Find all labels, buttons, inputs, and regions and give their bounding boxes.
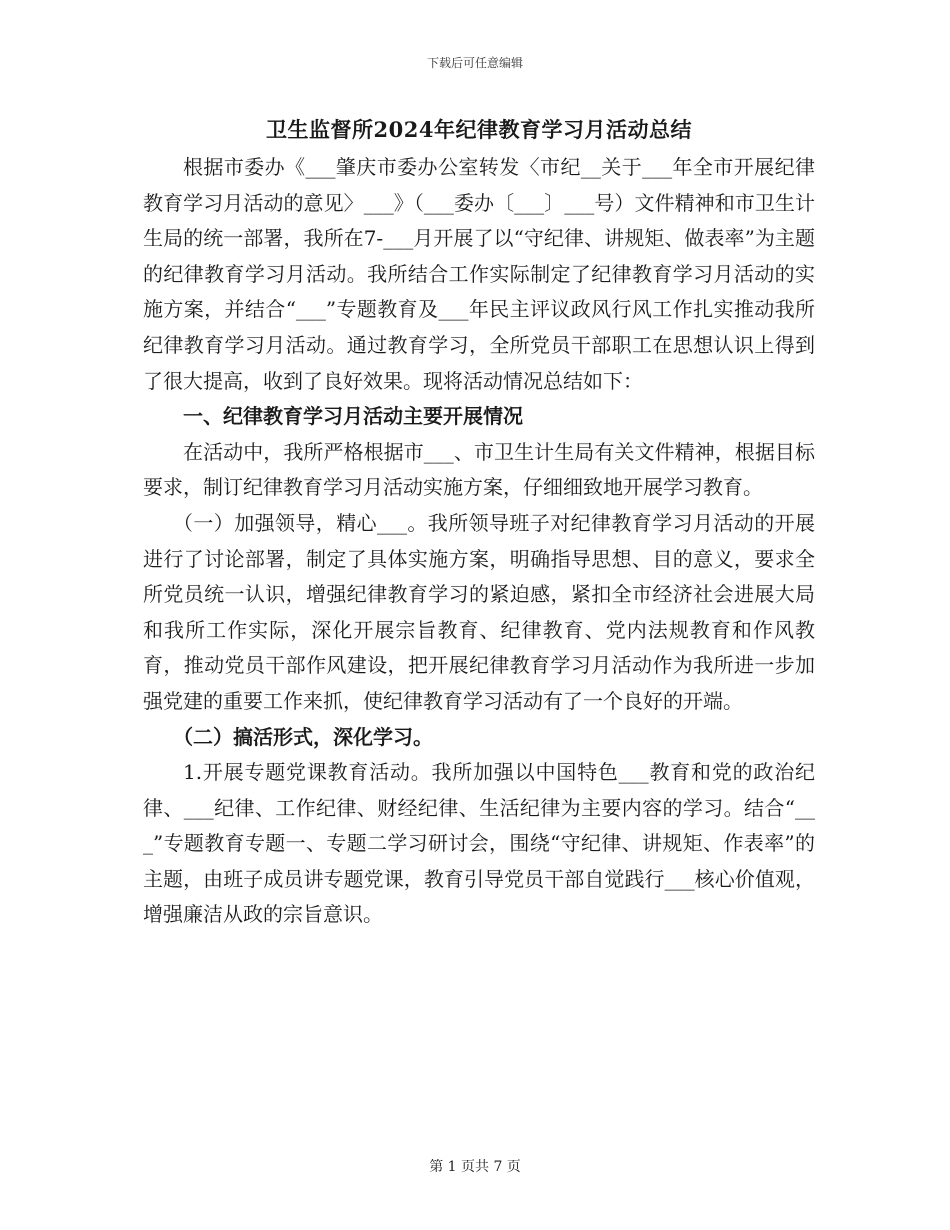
header-note: 下载后可任意编辑 xyxy=(426,56,523,70)
intro-paragraph: 根据市委办《___肇庆市委办公室转发〈市纪__关于___年全市开展纪律教育学习月活动的意见〉___》（___委办〔___〕___号）文件精神和市卫生计生局的统一部署，我所在7-___月开展了以“守纪律、讲规矩、做表率”为主题的纪律教育学习月活动。我所结合工作实际制定了纪律教育学习月活动的实施方案，并结合“___”专题教育及___年民主评议政风行风工作扎实推动我所纪律教育学习月活动。通过教育学习，全所党员干部职工在思想认识上得到了很大提高，收到了良好效果。现将活动情况总结如下： xyxy=(143,155,815,393)
page-number-footer: 第 1 页共 7 页 xyxy=(429,1159,521,1175)
paragraph-leadership: （一）加强领导，精心___。我所领导班子对纪律教育学习月活动的开展进行了讨论部署，制定了具体实施方案，明确指导思想、目的意义，要求全所党员统一认识，增强纪律教育学习的紧迫感，紧扣全市经济社会进展大局和我所工作实际，深化开展宗旨教育、纪律教育、党内法规教育和作风教育，推动党员干部作风建设，把开展纪律教育学习月活动作为我所进一步加强党建的重要工作来抓，使纪律教育学习活动有了一个良好的开端。 xyxy=(143,510,815,713)
document-title: 卫生监督所2024年纪律教育学习月活动总结 xyxy=(266,117,692,142)
paragraph-party-lesson: 1.开展专题党课教育活动。我所加强以中国特色___教育和党的政治纪律、___纪律、工作纪律、财经纪律、生活纪律为主要内容的学习。结合“___”专题教育专题一、专题二学习研讨会，围绕“守纪律、讲规矩、作表率”的主题，由班子成员讲专题党课，教育引导党员干部自觉践行___核心价值观，增强廉洁从政的宗旨意识。 xyxy=(143,760,815,927)
section-heading-1: 一、纪律教育学习月活动主要开展情况 xyxy=(183,404,523,429)
document-body xyxy=(143,112,815,933)
sub-heading-2: （二）搞活形式，深化学习。 xyxy=(173,724,433,749)
paragraph-activity: 在活动中，我所严格根据市___、市卫生计生局有关文件精神，根据目标要求，制订纪律教育学习月活动实施方案，仔细细致地开展学习教育。 xyxy=(143,439,815,500)
